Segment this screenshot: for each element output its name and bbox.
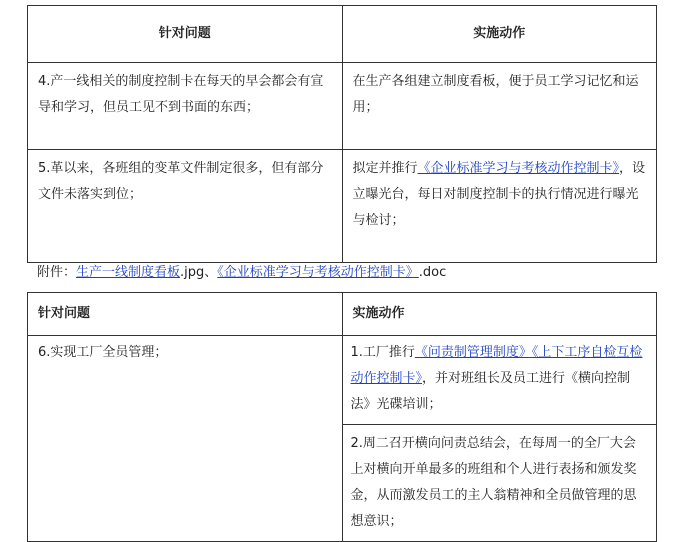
action-prefix: 1.工厂推行 xyxy=(350,345,415,360)
attachment-file-1-ext: .jpg、 xyxy=(180,265,218,280)
action-item xyxy=(343,336,657,425)
problem-cell: 6.实现工厂全员管理； xyxy=(28,336,343,542)
table-row xyxy=(28,63,657,150)
action-prefix: 拟定并推行 xyxy=(352,161,418,176)
action-suffix: ，并对班组长及员工进行《横向控制法》光碟培训； xyxy=(350,371,631,412)
attachment-file-2-ext: .doc xyxy=(418,265,447,280)
attachment-file-2-link[interactable]: 《企业标准学习与考核动作控制卡》 xyxy=(217,265,419,280)
action-cell: 在生产各组建立制度看板，便于员工学习记忆和运用； xyxy=(342,63,657,150)
action-cell xyxy=(342,150,657,263)
action-item: 2.周二召开横向问责总结会，在每周一的全厂大会上对横向开单最多的班组和个人进行表扬和颁发奖金，从而激发员工的主人翁精神和全员做管理的思想意识； xyxy=(350,436,637,529)
measures-table-1 xyxy=(27,5,657,263)
attachments-line xyxy=(37,263,446,283)
problem-cell: 5.革以来，各班组的变革文件制定很多，但有部分文件未落实到位； xyxy=(28,150,343,263)
header-problem: 针对问题 xyxy=(28,293,343,336)
attachment-label: 附件： xyxy=(37,265,77,280)
action-cell xyxy=(342,336,657,542)
table-row xyxy=(28,150,657,263)
process-check-card-link[interactable]: 《上下工序自检互检动作控制卡》 xyxy=(350,345,643,386)
header-problem: 针对问题 xyxy=(28,6,343,63)
table-row xyxy=(28,336,657,542)
attachment-file-1-link[interactable]: 生产一线制度看板 xyxy=(76,265,181,280)
control-card-link[interactable]: 《企业标准学习与考核动作控制卡》 xyxy=(417,161,620,176)
problem-cell: 4.产一线相关的制度控制卡在每天的早会都会有宣导和学习，但员工见不到书面的东西； xyxy=(28,63,343,150)
measures-table-2 xyxy=(27,292,657,542)
header-action: 实施动作 xyxy=(342,293,657,336)
header-action: 实施动作 xyxy=(342,6,657,63)
action-suffix: ，设立曝光台，每日对制度控制卡的执行情况进行曝光与检讨； xyxy=(352,161,646,228)
accountability-policy-link[interactable]: 《问责制管理制度》 xyxy=(414,345,532,360)
